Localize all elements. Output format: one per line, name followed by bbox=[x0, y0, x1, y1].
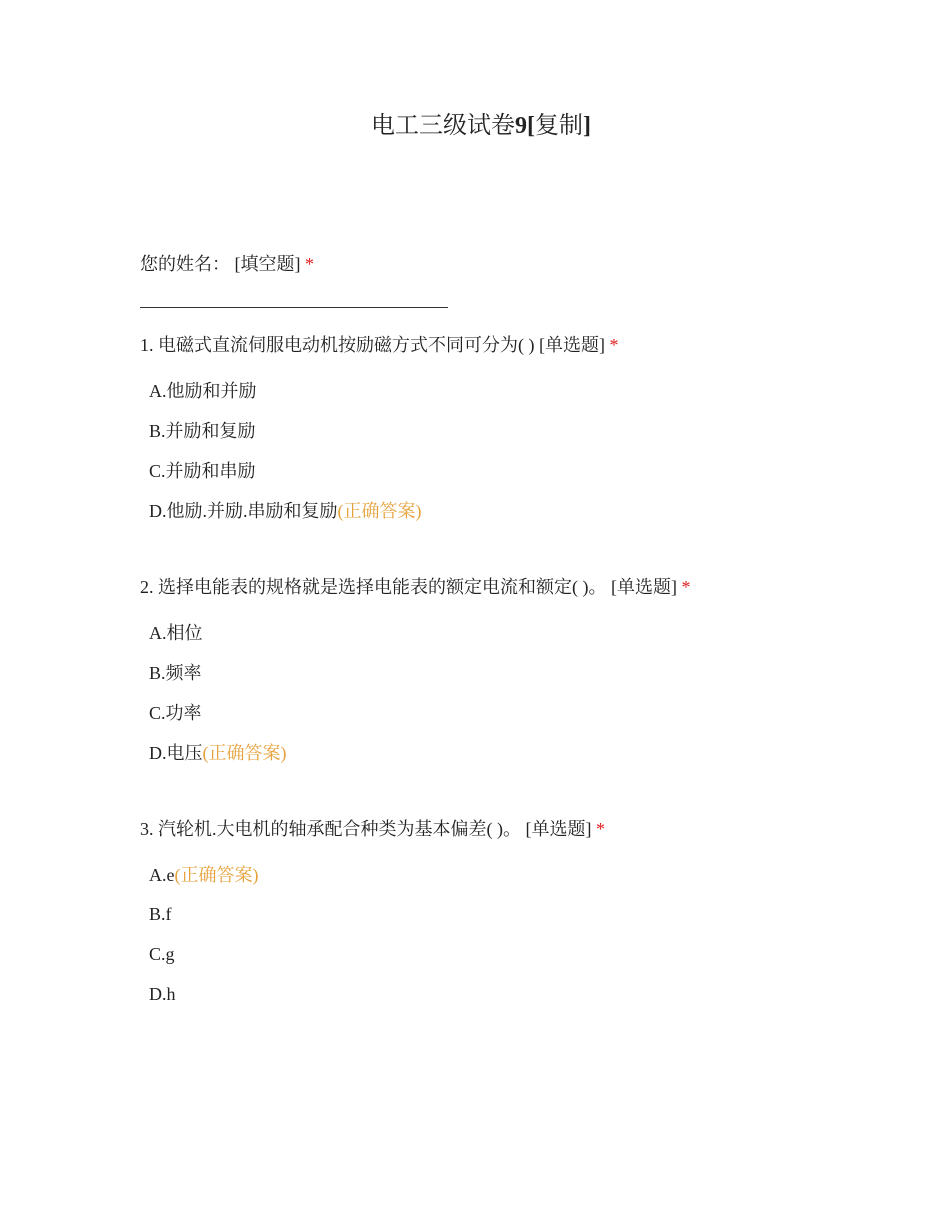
question-3-option-b[interactable] bbox=[149, 902, 172, 926]
name-question bbox=[140, 252, 314, 276]
question-text: 1. 电磁式直流伺服电动机按励磁方式不同可分为( ) bbox=[140, 335, 535, 355]
question-1-option-d[interactable] bbox=[149, 499, 422, 523]
question-1-option-c[interactable] bbox=[149, 459, 256, 483]
option-text: B.f bbox=[149, 904, 172, 924]
page-title bbox=[0, 110, 950, 142]
question-type-tag: [单选题] bbox=[611, 577, 677, 597]
question-1-option-b[interactable] bbox=[149, 419, 256, 443]
question-2-option-d[interactable] bbox=[149, 741, 287, 765]
option-text: A.他励和并励 bbox=[149, 381, 257, 401]
option-text: C.g bbox=[149, 944, 175, 964]
question-3-option-a[interactable] bbox=[149, 863, 259, 887]
option-text: D.他励.并励.串励和复励 bbox=[149, 501, 338, 521]
option-text: A.e bbox=[149, 865, 175, 885]
title-suffix: ] bbox=[583, 113, 591, 139]
title-copy-tag: 复制 bbox=[535, 113, 583, 139]
question-1-stem bbox=[140, 333, 619, 357]
question-text: 2. 选择电能表的规格就是选择电能表的额定电流和额定( )。 bbox=[140, 577, 607, 597]
title-number: 9[ bbox=[515, 113, 535, 139]
option-text: C.功率 bbox=[149, 703, 202, 723]
option-text: C.并励和串励 bbox=[149, 461, 256, 481]
required-mark: * bbox=[609, 335, 619, 355]
question-type-tag: [单选题] bbox=[539, 335, 605, 355]
title-prefix: 电工三级试卷 bbox=[371, 113, 515, 139]
question-3-option-c[interactable] bbox=[149, 942, 175, 966]
required-mark: * bbox=[305, 254, 314, 274]
option-text: A.相位 bbox=[149, 623, 203, 643]
required-mark: * bbox=[596, 819, 605, 839]
name-input-line[interactable] bbox=[140, 307, 448, 308]
correct-answer-mark: (正确答案) bbox=[337, 501, 422, 521]
question-text: 3. 汽轮机.大电机的轴承配合种类为基本偏差( )。 bbox=[140, 819, 521, 839]
question-1-option-a[interactable] bbox=[149, 379, 257, 403]
question-3-stem bbox=[140, 817, 605, 841]
correct-answer-mark: (正确答案) bbox=[174, 865, 259, 885]
required-mark: * bbox=[681, 577, 691, 597]
name-type-tag: [填空题] bbox=[234, 254, 301, 274]
question-2-option-a[interactable] bbox=[149, 621, 203, 645]
option-text: D.电压 bbox=[149, 743, 203, 763]
question-3-option-d[interactable] bbox=[149, 982, 176, 1006]
question-2-stem bbox=[140, 575, 691, 599]
correct-answer-mark: (正确答案) bbox=[202, 743, 287, 763]
option-text: D.h bbox=[149, 984, 176, 1004]
question-2-option-b[interactable] bbox=[149, 661, 202, 685]
name-label: 您的姓名： bbox=[140, 254, 230, 274]
question-2-option-c[interactable] bbox=[149, 701, 202, 725]
option-text: B.频率 bbox=[149, 663, 202, 683]
question-type-tag: [单选题] bbox=[525, 819, 592, 839]
option-text: B.并励和复励 bbox=[149, 421, 256, 441]
